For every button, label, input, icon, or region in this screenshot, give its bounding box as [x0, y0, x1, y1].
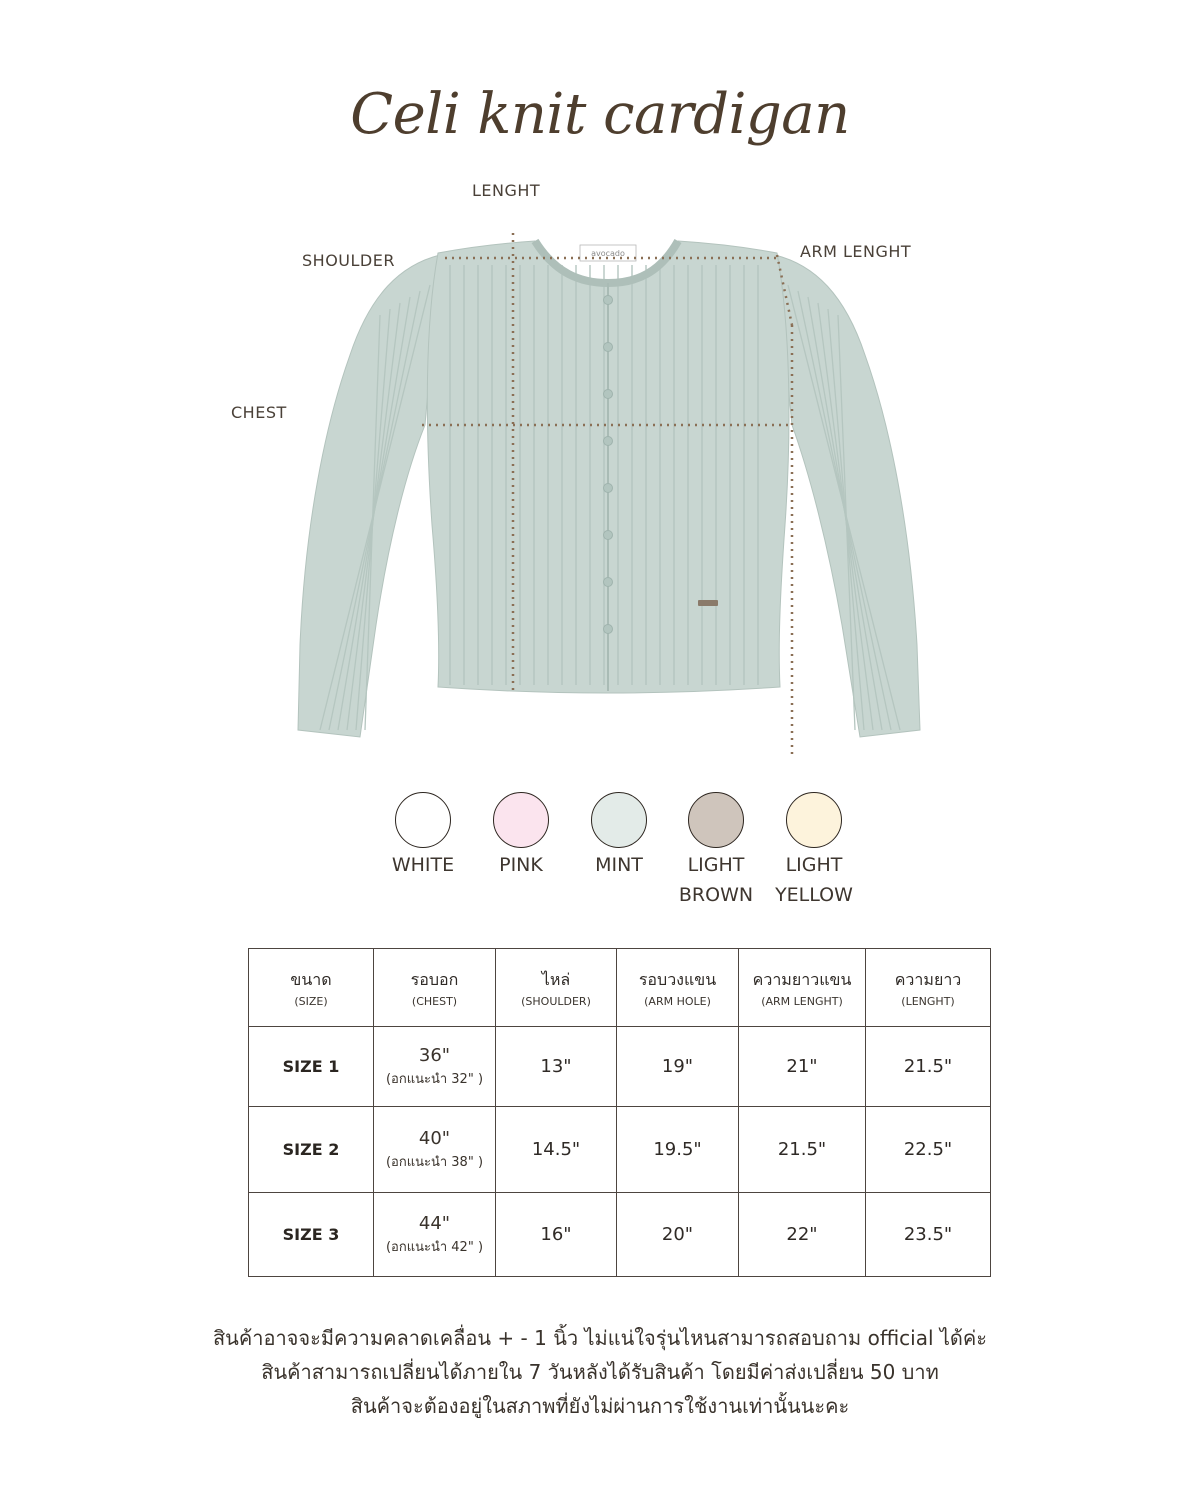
color-swatch: [395, 792, 451, 848]
note-line-1: สินค้าอาจจะมีความคลาดเคลื่อน + - 1 นิ้ว ไม่แน่ใจรุ่นไหนสามารถสอบถาม official ได้ค่ะ: [212, 1326, 988, 1350]
cardigan-illustration: [280, 225, 940, 755]
button: [604, 625, 613, 634]
size-cell: SIZE 1: [249, 1027, 374, 1107]
button: [604, 484, 613, 493]
color-label-line-1: MINT: [595, 854, 643, 876]
arm-lenght-cell: 22": [739, 1193, 866, 1277]
button: [604, 531, 613, 540]
brand-tag-text: avocado: [591, 249, 625, 258]
arm-lenght-cell: 21.5": [739, 1107, 866, 1193]
color-label-line-2: BROWN: [678, 884, 754, 906]
metal-logo-plate: [698, 600, 718, 606]
color-label-line-1: LIGHT: [687, 854, 745, 876]
header-size: ขนาด (SIZE): [249, 949, 374, 1027]
table-row: [249, 1027, 991, 1107]
shoulder-cell: 13": [496, 1027, 617, 1107]
header-chest: รอบอก (CHEST): [374, 949, 496, 1027]
arm-hole-cell: 19.5": [617, 1107, 739, 1193]
arm-hole-cell: 20": [617, 1193, 739, 1277]
chest-cell: 40" (อกแนะนำ 38" ): [374, 1107, 496, 1193]
color-label: [754, 850, 874, 910]
color-swatch: [591, 792, 647, 848]
shoulder-cell: 16": [496, 1193, 617, 1277]
color-swatch: [786, 792, 842, 848]
button: [604, 437, 613, 446]
button: [604, 296, 613, 305]
button: [604, 343, 613, 352]
size-cell: SIZE 2: [249, 1107, 374, 1193]
button: [604, 390, 613, 399]
color-swatch: [688, 792, 744, 848]
note-line-2: สินค้าสามารถเปลี่ยนได้ภายใน 7 วันหลังได้รับสินค้า โดยมีค่าส่งเปลี่ยน 50 บาท: [261, 1360, 939, 1384]
lenght-cell: 23.5": [866, 1193, 991, 1277]
table-row: [249, 1107, 991, 1193]
size-cell: SIZE 3: [249, 1193, 374, 1277]
button: [604, 578, 613, 587]
chest-cell: 36" (อกแนะนำ 32" ): [374, 1027, 496, 1107]
size-table-header: [249, 949, 991, 1027]
color-label-line-1: WHITE: [391, 854, 455, 876]
lenght-cell: 22.5": [866, 1107, 991, 1193]
arm-lenght-cell: 21": [739, 1027, 866, 1107]
header-lenght: ความยาว (LENGHT): [866, 949, 991, 1027]
header-shoulder: ไหล่ (SHOULDER): [496, 949, 617, 1027]
arm-hole-cell: 19": [617, 1027, 739, 1107]
color-swatch: [493, 792, 549, 848]
note-line-3: สินค้าจะต้องอยู่ในสภาพที่ยังไม่ผ่านการใช้งานเท่านั้นนะคะ: [350, 1394, 850, 1418]
size-table: [248, 948, 991, 1277]
chest-cell: 44" (อกแนะนำ 42" ): [374, 1193, 496, 1277]
lenght-cell: 21.5": [866, 1027, 991, 1107]
shoulder-cell: 14.5": [496, 1107, 617, 1193]
header-arm-lenght: ความยาวแขน (ARM LENGHT): [739, 949, 866, 1027]
color-label-line-1: LIGHT: [785, 854, 843, 876]
arm-lenght-label: ARM LENGHT: [800, 242, 912, 261]
color-label-line-2: YELLOW: [775, 884, 853, 906]
shoulder-label: SHOULDER: [302, 251, 395, 270]
table-row: [249, 1193, 991, 1277]
lenght-label: LENGHT: [472, 181, 541, 200]
page-title: Celi knit cardigan: [350, 82, 850, 147]
color-label-line-1: PINK: [499, 854, 543, 876]
header-arm-hole: รอบวงแขน (ARM HOLE): [617, 949, 739, 1027]
chest-label: CHEST: [231, 403, 287, 422]
